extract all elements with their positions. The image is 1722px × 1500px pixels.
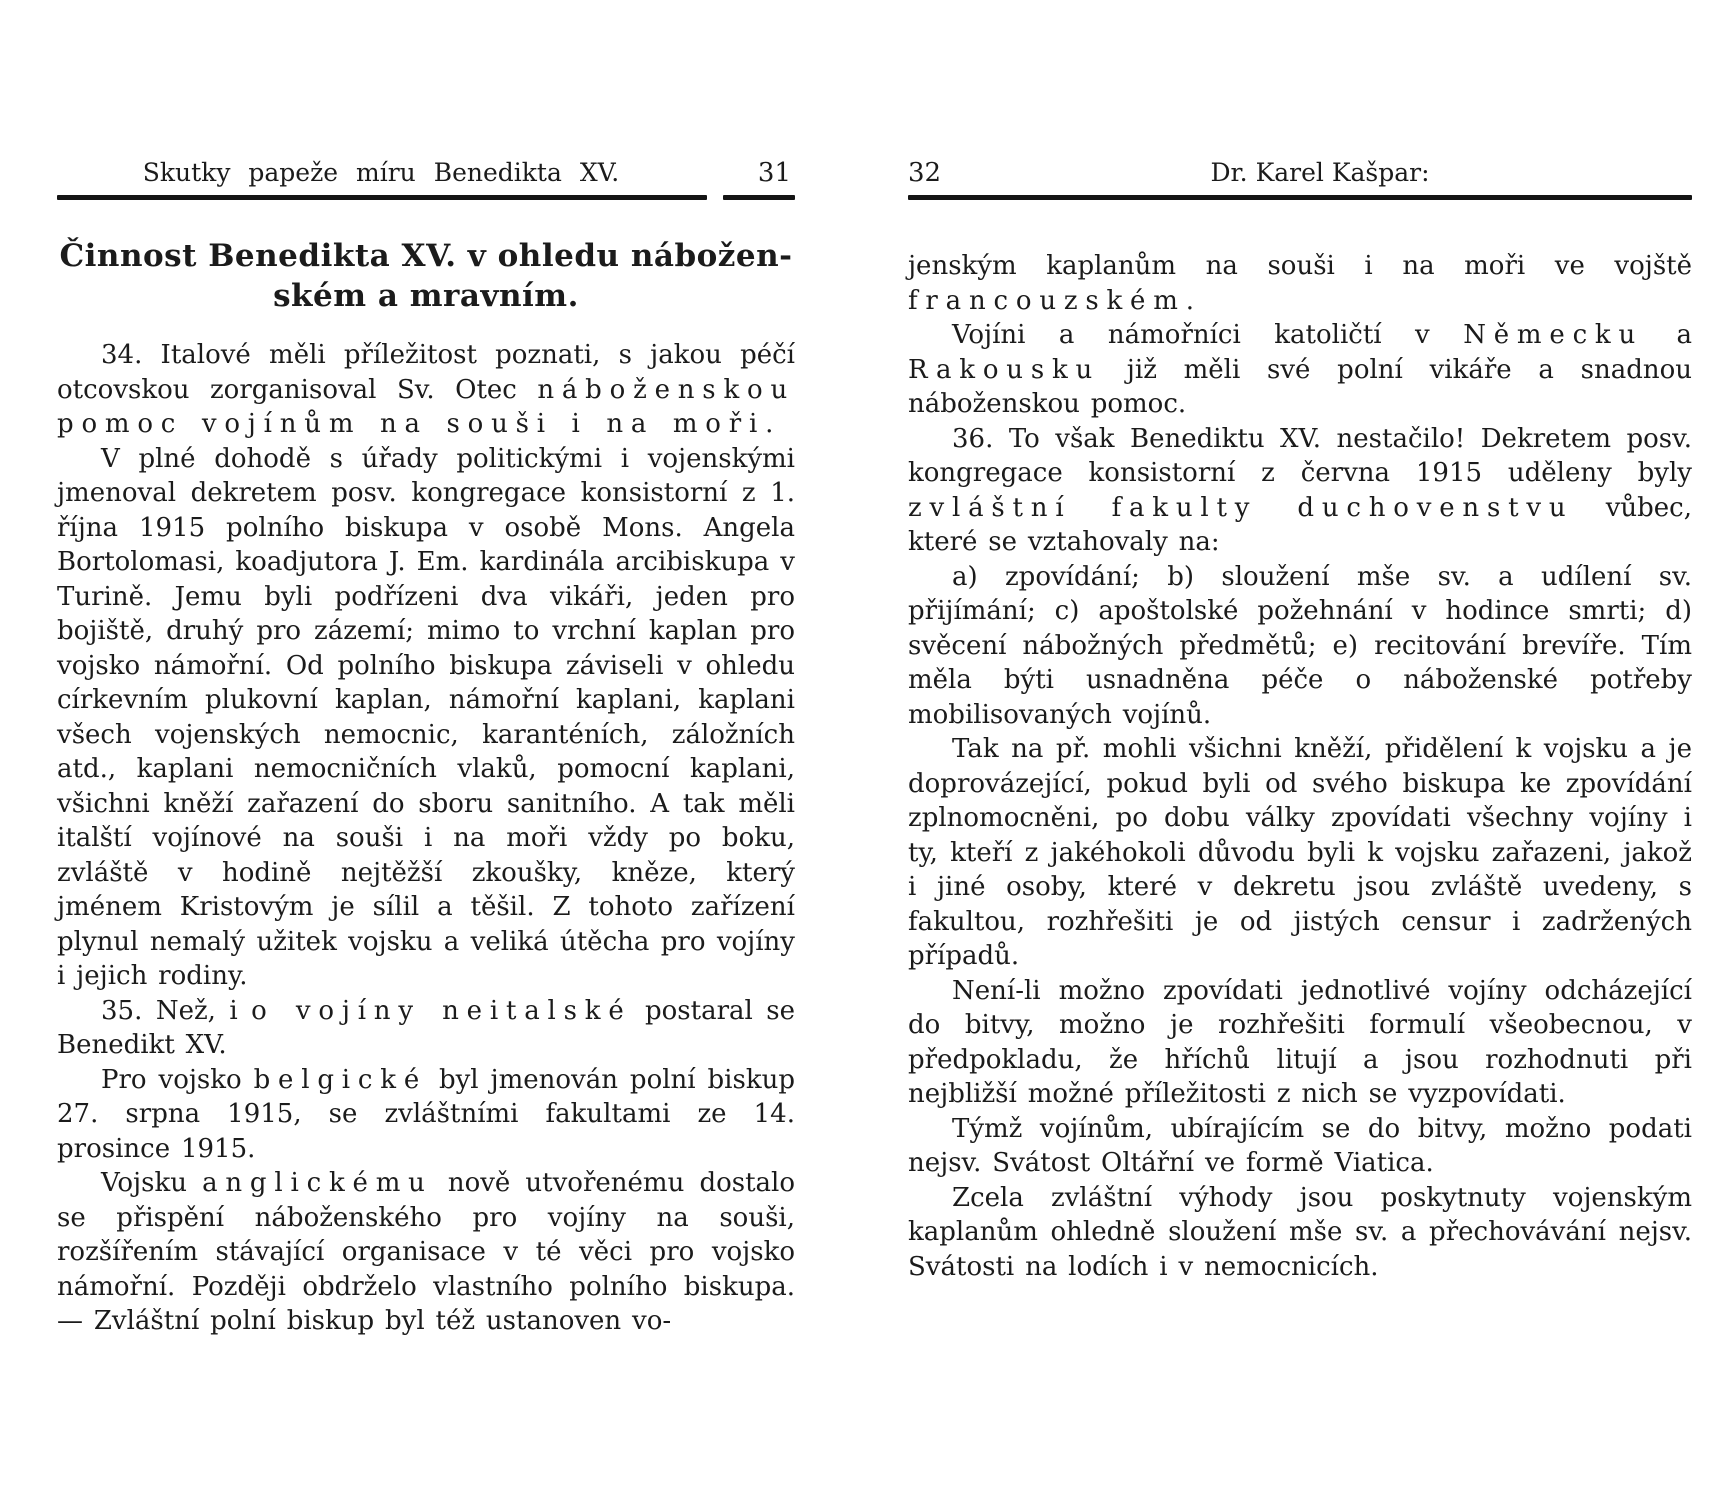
right-body-text: [908, 249, 1692, 1284]
rule-segment: [723, 195, 795, 200]
body-text-run: 34. Italové měli příležitost poznati, s jakou péčí otcovskou zorganisoval Sv. Otec: [57, 340, 795, 405]
body-text-run: 35. Než, i: [101, 995, 252, 1026]
section-heading: [57, 236, 795, 316]
body-text-run: Týmž vojínům, ubírajícím se do bitvy, možno podati nejsv. Svátost Oltářní ve formě Viatica.: [908, 1113, 1692, 1178]
body-text-run: Vojíni a námořníci katoličtí v: [952, 320, 1464, 350]
rule-segment: [908, 195, 1692, 200]
rule-gap: [707, 195, 723, 200]
right-page-number: 32: [908, 158, 942, 188]
body-text-run: V plné dohodě s úřady politickými i vojenskými jmenoval dekretem posv. kongregace konsistorní z 1. října 1915 polního biskupa v osobě Mons. Angela Bortolomasi, koadjutora J. Em. kardinála arcibiskupa v Turině. Jemu byli podřízeni dva vikáři, jeden pro bojiště, druhý pro zázemí; mimo to vrchní kaplan pro vojsko námořní. Od polního biskupa záviseli v ohledu církevním plukovní kaplan, námořní kaplani, kaplani všech vojenských nemocnic, karanténích, záložních atd., kaplani nemocničních vlaků, pomocní kaplani, všichni kněží zařazení do sboru sanitního. A tak měli italští vojínové na souši i na moři vždy po boku, zvláště v hodině nejtěžší zkoušky, kněze, který jménem Kristovým je sílil a těšil. Z tohoto zařízení plynul nemalý užitek vojsku a veliká útěcha pro vojíny i jejich rodiny.: [57, 443, 795, 991]
body-text-run: vůbec, které se vztahovaly na:: [908, 492, 1692, 557]
paragraph: [57, 994, 795, 1063]
paragraph: [908, 560, 1692, 733]
body-text-run: Není-li možno zpovídati jednotlivé vojíny odcházející do bitvy, možno je rozhřešiti formulí všeobecnou, v předpokladu, že hříchů litují a jsou rozhodnuti při nejbližší možné příležitosti z nich se vyzpovídati.: [908, 975, 1692, 1109]
paragraph: [908, 1181, 1692, 1285]
right-header-rule: [908, 195, 1692, 200]
left-page-number: 31: [757, 158, 791, 188]
body-text-run: Pro vojsko: [101, 1064, 254, 1095]
body-text-run: 36. To však Benediktu XV. nestačilo! Dekretem posv. kongregace konsistorní z června 1915 uděleny byly: [908, 423, 1692, 488]
right-running-title: Dr. Karel Kašpar:: [1210, 158, 1430, 187]
body-text-run: postaral se Benedikt XV.: [57, 995, 796, 1060]
emphasized-spaced-text: zvláštní fakulty duchovenstvu: [908, 492, 1574, 523]
emphasized-spaced-text: anglickému: [202, 1168, 433, 1198]
right-page: [908, 158, 1692, 1284]
section-heading-line: Činnost Benedikta XV. v ohledu nábožen-: [59, 238, 793, 274]
paragraph: [908, 422, 1692, 560]
paragraph: [57, 1166, 795, 1339]
left-body-text: [57, 338, 795, 1339]
right-running-header: [908, 158, 1692, 188]
paragraph: [908, 1112, 1692, 1181]
body-text-run: nově utvořenému dostalo se přispění náboženského pro vojíny na souši, rozšířením stávající organisace v té věci pro vojsko námořní. Později obdrželo vlastního polního biskupa. — Zvláštní polní biskup byl též ustanoven vo-: [57, 1168, 795, 1336]
body-text-run: a) zpovídání; b) sloužení mše sv. a udílení sv. přijímání; c) apoštolské požehnání v hodince smrti; d) svěcení nábožných předmětů; e) recitování brevíře. Tím měla býti usnadněna péče o náboženské potřeby mobilisovaných vojínů.: [908, 561, 1692, 730]
paragraph: [57, 442, 795, 994]
paragraph: [908, 732, 1692, 974]
left-running-header: [57, 158, 795, 188]
emphasized-spaced-text: Rakousku: [908, 354, 1101, 385]
body-text-run: Vojsku: [101, 1168, 203, 1198]
body-text-run: již měli své polní vikáře a snadnou náboženskou pomoc.: [908, 354, 1692, 419]
paragraph: [908, 318, 1692, 422]
emphasized-spaced-text: Německu: [1463, 320, 1644, 350]
body-text-run: Tak na př. mohli všichni kněží, přidělení k vojsku a je doprovázející, pokud byli od svého biskupa ke zpovídání zplnomocněni, po dobu války zpovídati všechny vojíny i ty, kteří z jakéhokoli důvodu byli k vojsku zařazeni, jakož i jiné osoby, které v dekretu jsou zvláště uvedeny, s fakultou, rozhřešiti je od jistých censur i zadržených případů.: [908, 734, 1692, 971]
body-text-run: jenským kaplanům na souši i na moři ve vojště: [908, 251, 1692, 281]
emphasized-spaced-text: o vojíny neitalské: [251, 995, 632, 1026]
section-heading-line: ském a mravním.: [273, 278, 579, 314]
paragraph: [57, 1063, 795, 1167]
paragraph: [57, 338, 795, 442]
paragraph: [908, 974, 1692, 1112]
body-text-run: a: [1643, 320, 1692, 350]
body-text-run: Zcela zvláštní výhody jsou poskytnuty vojenským kaplanům ohledně sloužení mše sv. a přechovávání nejsv. Svátosti na lodích i v nemocnicích.: [908, 1182, 1692, 1282]
body-text-run: byl jmenován polní biskup 27. srpna 1915, se zvláštními fakultami ze 14. prosince 1915.: [57, 1064, 795, 1164]
emphasized-spaced-text: náboženskou pomoc vojínům na souši i na moři.: [57, 374, 795, 439]
emphasized-spaced-text: francouzském.: [908, 285, 1202, 316]
paragraph: [908, 249, 1692, 318]
rule-segment: [57, 195, 707, 200]
left-running-title: Skutky papeže míru Benedikta XV.: [142, 158, 620, 187]
left-page: [57, 158, 795, 1339]
emphasized-spaced-text: belgické: [253, 1064, 428, 1095]
left-header-rule: [57, 195, 795, 200]
